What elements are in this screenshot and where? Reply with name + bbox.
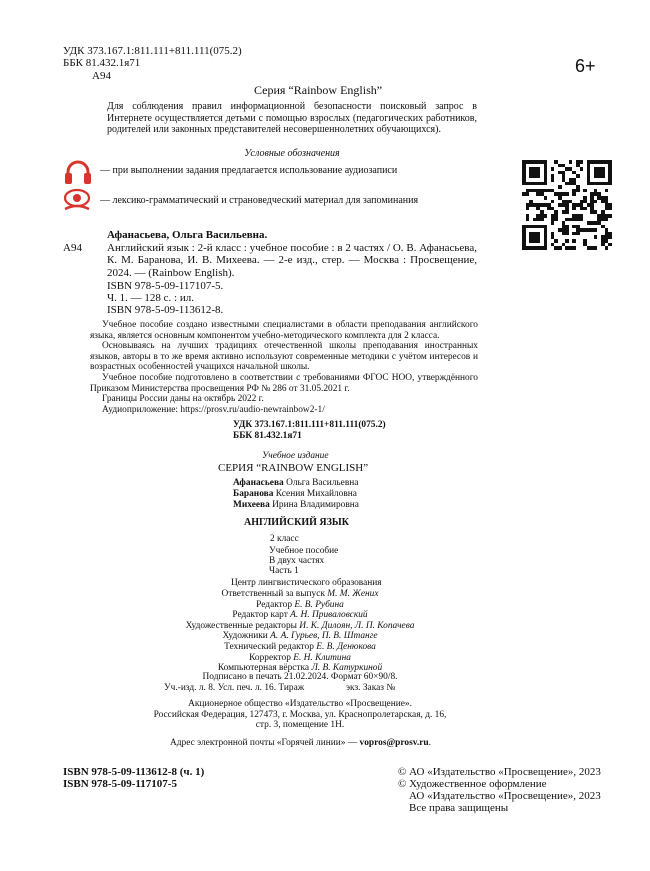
udk-repeat: УДК 373.167.1:811.111+811.111(075.2) [233,420,386,430]
copyright-2: © Художественное оформление [398,778,547,790]
headphones-icon [63,159,93,185]
catalog-isbn-2: ISBN 978-5-09-113612-8. [107,304,224,316]
copyright-3: АО «Издательство «Просвещение», 2023 [409,790,601,802]
eye-book-icon [62,187,92,213]
hotline-email[interactable]: vopros@prosv.ru [359,738,429,748]
imprint-author-1: Афанасьева Ольга Васильевна [233,478,359,488]
legend-item-vocab: — лексико-грамматический и страноведческий материал для запоминания [100,195,419,206]
imprint-center: Центр лингвистического образования [231,578,382,588]
abstract [90,320,478,415]
credit-row: Компьютерная вёрстка Л. В. Катуркиной [217,663,383,674]
imprint-author-2: Баранова Ксения Михайловна [233,489,357,499]
imprint-title: АНГЛИЙСКИЙ ЯЗЫК [244,517,349,528]
publisher-block [140,699,460,731]
imprint-kind: Учебное пособие [269,546,339,556]
imprint-series: СЕРИЯ “RAINBOW ENGLISH” [218,462,369,474]
rights-reserved: Все права защищены [409,802,509,814]
abstract-para-2: Основываясь на лучших традициях отечественной школы преподавания иностранных языков, авторы в то же время активно используют современные методики с учётом интересов и возрастных особенностей учащихся начальной школы. [90,341,478,373]
edition-type: Учебное издание [262,451,329,461]
imprint-parts: В двух частях [269,556,325,566]
legend-title: Условные обозначения [244,148,340,159]
qr-code[interactable] [522,160,612,250]
publisher-line: Российская Федерация, 127473, г. Москва, ул. Краснопролетарская, д. 16, [153,709,447,720]
catalog-part: Ч. 1. — 128 с. : ил. [107,292,194,304]
imprint-part: Часть 1 [269,566,299,576]
bbk-top: ББК 81.432.1я71 [63,57,141,69]
credit-row: Редактор Е. В. Рубина [256,599,344,610]
imprint-signed: Подписано в печать 21.02.2024. Формат 60×90/8. [202,672,398,682]
credit-row: Художественные редакторы И. К. Дилоян, Л. П. Копачева [185,620,415,631]
imprint-author-3: Михеева Ирина Владимировна [233,500,359,510]
credit-row: Ответственный за выпуск М. М. Жених [221,589,379,599]
footer-isbn-part1: ISBN 978-5-09-113612-8 (ч. 1) [63,766,205,778]
series-title: Серия “Rainbow English” [254,83,383,97]
imprint-sheets: Уч.-изд. л. 8. Усл. печ. л. 16. Тираж [164,683,305,693]
footer-isbn-total: ISBN 978-5-09-117107-5 [63,778,177,790]
abstract-para-3: Учебное пособие подготовлено в соответствии с требованиями ФГОС НОО, утверждённого Приказом Министерства просвещения РФ № 286 от 31.05.2021 г. [90,372,478,394]
imprint-grade: 2 класс [270,534,299,544]
credit-row: Технический редактор Е. В. Денюкова [224,641,376,652]
legend-item-audio: — при выполнении задания предлагается использование аудиозаписи [100,165,398,176]
credit-row: Художники А. А. Гурьев, П. В. Штанге [222,631,378,642]
catalog-description: Английский язык : 2-й класс : учебное пособие : в 2 частях / О. В. Афанасьева, К. М. Баранова, И. В. Михеева. — 2-е изд., стер. — Москва : Просвещение, 2024. — (Rainbow English). [107,242,477,279]
imprint-order: экз. Заказ № [346,683,396,693]
publisher-line: Акционерное общество «Издательство «Просвещение». [188,699,412,709]
author-mark-top: А94 [92,70,111,82]
credit-row: Корректор Е. Н. Клитина [249,652,351,663]
abstract-para-1: Учебное пособие создано известными специалистами в области преподавания английского языка, является основным компонентом учебно-методического комплекта для 2 класса. [90,320,478,341]
udk-top: УДК 373.167.1:811.111+811.111(075.2) [63,45,242,57]
catalog-isbn-1: ISBN 978-5-09-117107-5. [107,280,224,292]
hotline: Адрес электронной почты «Горячей линии» — vopros@prosv.ru. [170,738,431,748]
abstract-para-4: Границы России даны на октябрь 2022 г. [102,394,264,405]
catalog-mark: А94 [63,242,82,254]
bbk-repeat: ББК 81.432.1я71 [233,431,302,441]
credits-list [160,589,440,674]
publisher-line: стр. 3, помещение 1Н. [255,720,345,731]
copyright-1: © АО «Издательство «Просвещение», 2023 [398,766,601,778]
catalog-author: Афанасьева, Ольга Васильевна. [107,229,268,241]
abstract-para-5: Аудиоприложение: https://prosv.ru/audio-newrainbow2-1/ [102,404,325,415]
age-rating: 6+ [575,56,596,76]
safety-note: Для соблюдения правил информационной безопасности поисковый запрос в Интернете осуществляется детьми с помощью взрослых (педагогических работников, родителей или законных представителей несовершеннолетних обучающихся). [107,101,477,135]
credit-row: Редактор карт А. Н. Приваловский [232,610,368,621]
